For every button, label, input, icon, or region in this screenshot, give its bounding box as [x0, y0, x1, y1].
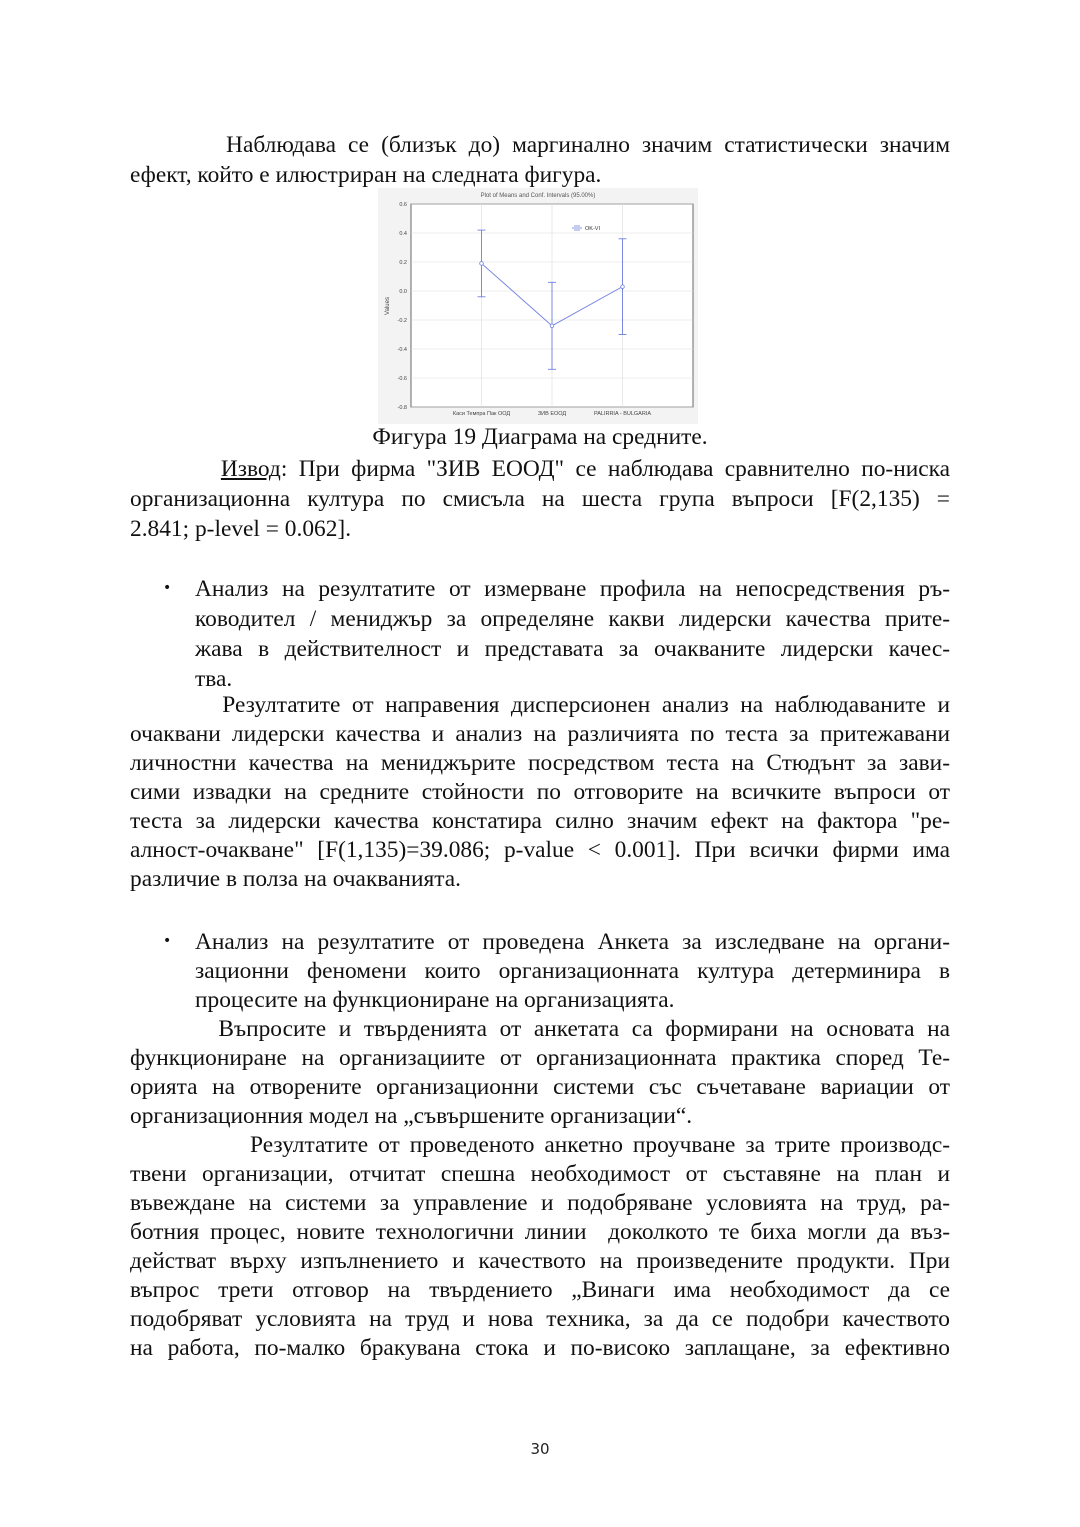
text-line: организационния модел на „съвършените организации“.	[130, 1103, 693, 1129]
text-line: функциониране на организациите от организационната практика според Те-	[130, 1045, 950, 1071]
bullet-line: тва.	[195, 666, 233, 692]
text-line: 2.841; p-level = 0.062].	[130, 516, 352, 542]
bullet-line: Анализ на резултатите от измерване профила на непосредствения ръ-	[195, 576, 950, 602]
bullet-line: зационни феномени които организационната култура детерминира в	[195, 958, 950, 984]
text-line: действат върху изпълнението и качеството на произведените продукти. При	[130, 1248, 950, 1274]
chart-canvas	[378, 188, 698, 424]
y-tick-label: 0.0	[399, 289, 407, 295]
x-tick-label: Каси Темпра Пак ООД	[452, 411, 511, 417]
data-point	[621, 285, 625, 289]
text-line: Въпросите и твърденията от анкетата са формирани на основата на	[130, 1016, 950, 1042]
text-line: въпрос трети отговор на твърдението „Винаги има необходимост да се	[130, 1277, 950, 1303]
y-tick-label: -0.4	[397, 347, 407, 353]
text-line: ефект, който е илюстриран на следната фигура.	[130, 162, 602, 188]
page-number: 30	[530, 1440, 550, 1458]
bullet-line: ководител / мениджър за определяне какви лидерски качества прите-	[195, 606, 950, 632]
bullet-line: жава в действителност и представата за очакваните лидерски качес-	[195, 636, 950, 662]
chart-title: Plot of Means and Conf. Intervals (95.00%)	[480, 193, 596, 199]
text-line: въвеждане на системи за управление и подобряване условията на труд, ра-	[130, 1190, 950, 1216]
y-tick-label: 0.4	[399, 231, 407, 237]
y-tick-label: -0.8	[397, 405, 407, 411]
text-line: организационна култура по смисъла на шеста група въпроси [F(2,135) =	[130, 486, 950, 512]
y-tick-label: -0.2	[397, 318, 407, 324]
conclusion-line	[130, 454, 950, 484]
y-tick-label: 0.2	[399, 260, 407, 266]
text-line: алност-очакване" [F(1,135)=39.086; p-value < 0.001]. При всички фирми има	[130, 837, 950, 863]
text-line: подобряват условията на труд и нова техника, за да се подобри качеството	[130, 1306, 950, 1332]
data-point	[550, 324, 554, 328]
data-point	[480, 262, 484, 266]
conclusion-label: Извод	[220, 456, 281, 482]
text-line: Резултатите от направения дисперсионен анализ на наблюдаваните и	[130, 692, 950, 718]
figure-caption: Фигура 19 Диаграма на средните.	[372, 424, 708, 450]
bullet-line: процесите на функциониране на организацията.	[195, 987, 675, 1013]
text-line: различие в полза на очакванията.	[130, 866, 461, 892]
text-line: сими извадки на средните стойности по отговорите на всичките въпроси от	[130, 779, 950, 805]
text-line: ботния процес, новите технологични линии доколкото те биха могли да въз-	[130, 1219, 950, 1245]
bullet-icon: •	[163, 580, 172, 596]
y-tick-label: -0.6	[397, 376, 407, 382]
text-line: очаквани лидерски качества и анализ на различията по теста за притежавани	[130, 721, 950, 747]
x-tick-label: PALIRRIA - BULGARIA	[593, 411, 652, 417]
x-tick-label: ЗИВ ЕООД	[537, 411, 567, 417]
means-chart	[378, 188, 698, 424]
text-line: Резултатите от проведеното анкетно проучване за трите производс-	[130, 1132, 950, 1158]
bullet-line: Анализ на резултатите от проведена Анкета за изследване на органи-	[195, 929, 950, 955]
legend-label: OK-VI	[585, 226, 600, 232]
text-line: твени организации, отчитат спешна необходимост от съставяне на план и	[130, 1161, 950, 1187]
text-line: на работа, по-малко бракувана стока и по-високо заплащане, за ефективно	[130, 1335, 950, 1361]
y-axis-label: Values	[385, 297, 391, 315]
text-line: личностни качества на мениджърите посредством теста на Стюдънт за зави-	[130, 750, 950, 776]
y-tick-label: 0.6	[399, 202, 407, 208]
text-line: орията на отворените организационни системи със съчетаване вариации от	[130, 1074, 950, 1100]
text-line: теста за лидерски качества констатира силно значим ефект на фактора "ре-	[130, 808, 950, 834]
bullet-icon: •	[163, 933, 172, 949]
conclusion-text: : При фирма "ЗИВ ЕООД" се наблюдава сравнително по-ниска	[280, 456, 951, 482]
text-line: Наблюдава се (близък до) маргинално значим статистически значим	[130, 132, 950, 158]
